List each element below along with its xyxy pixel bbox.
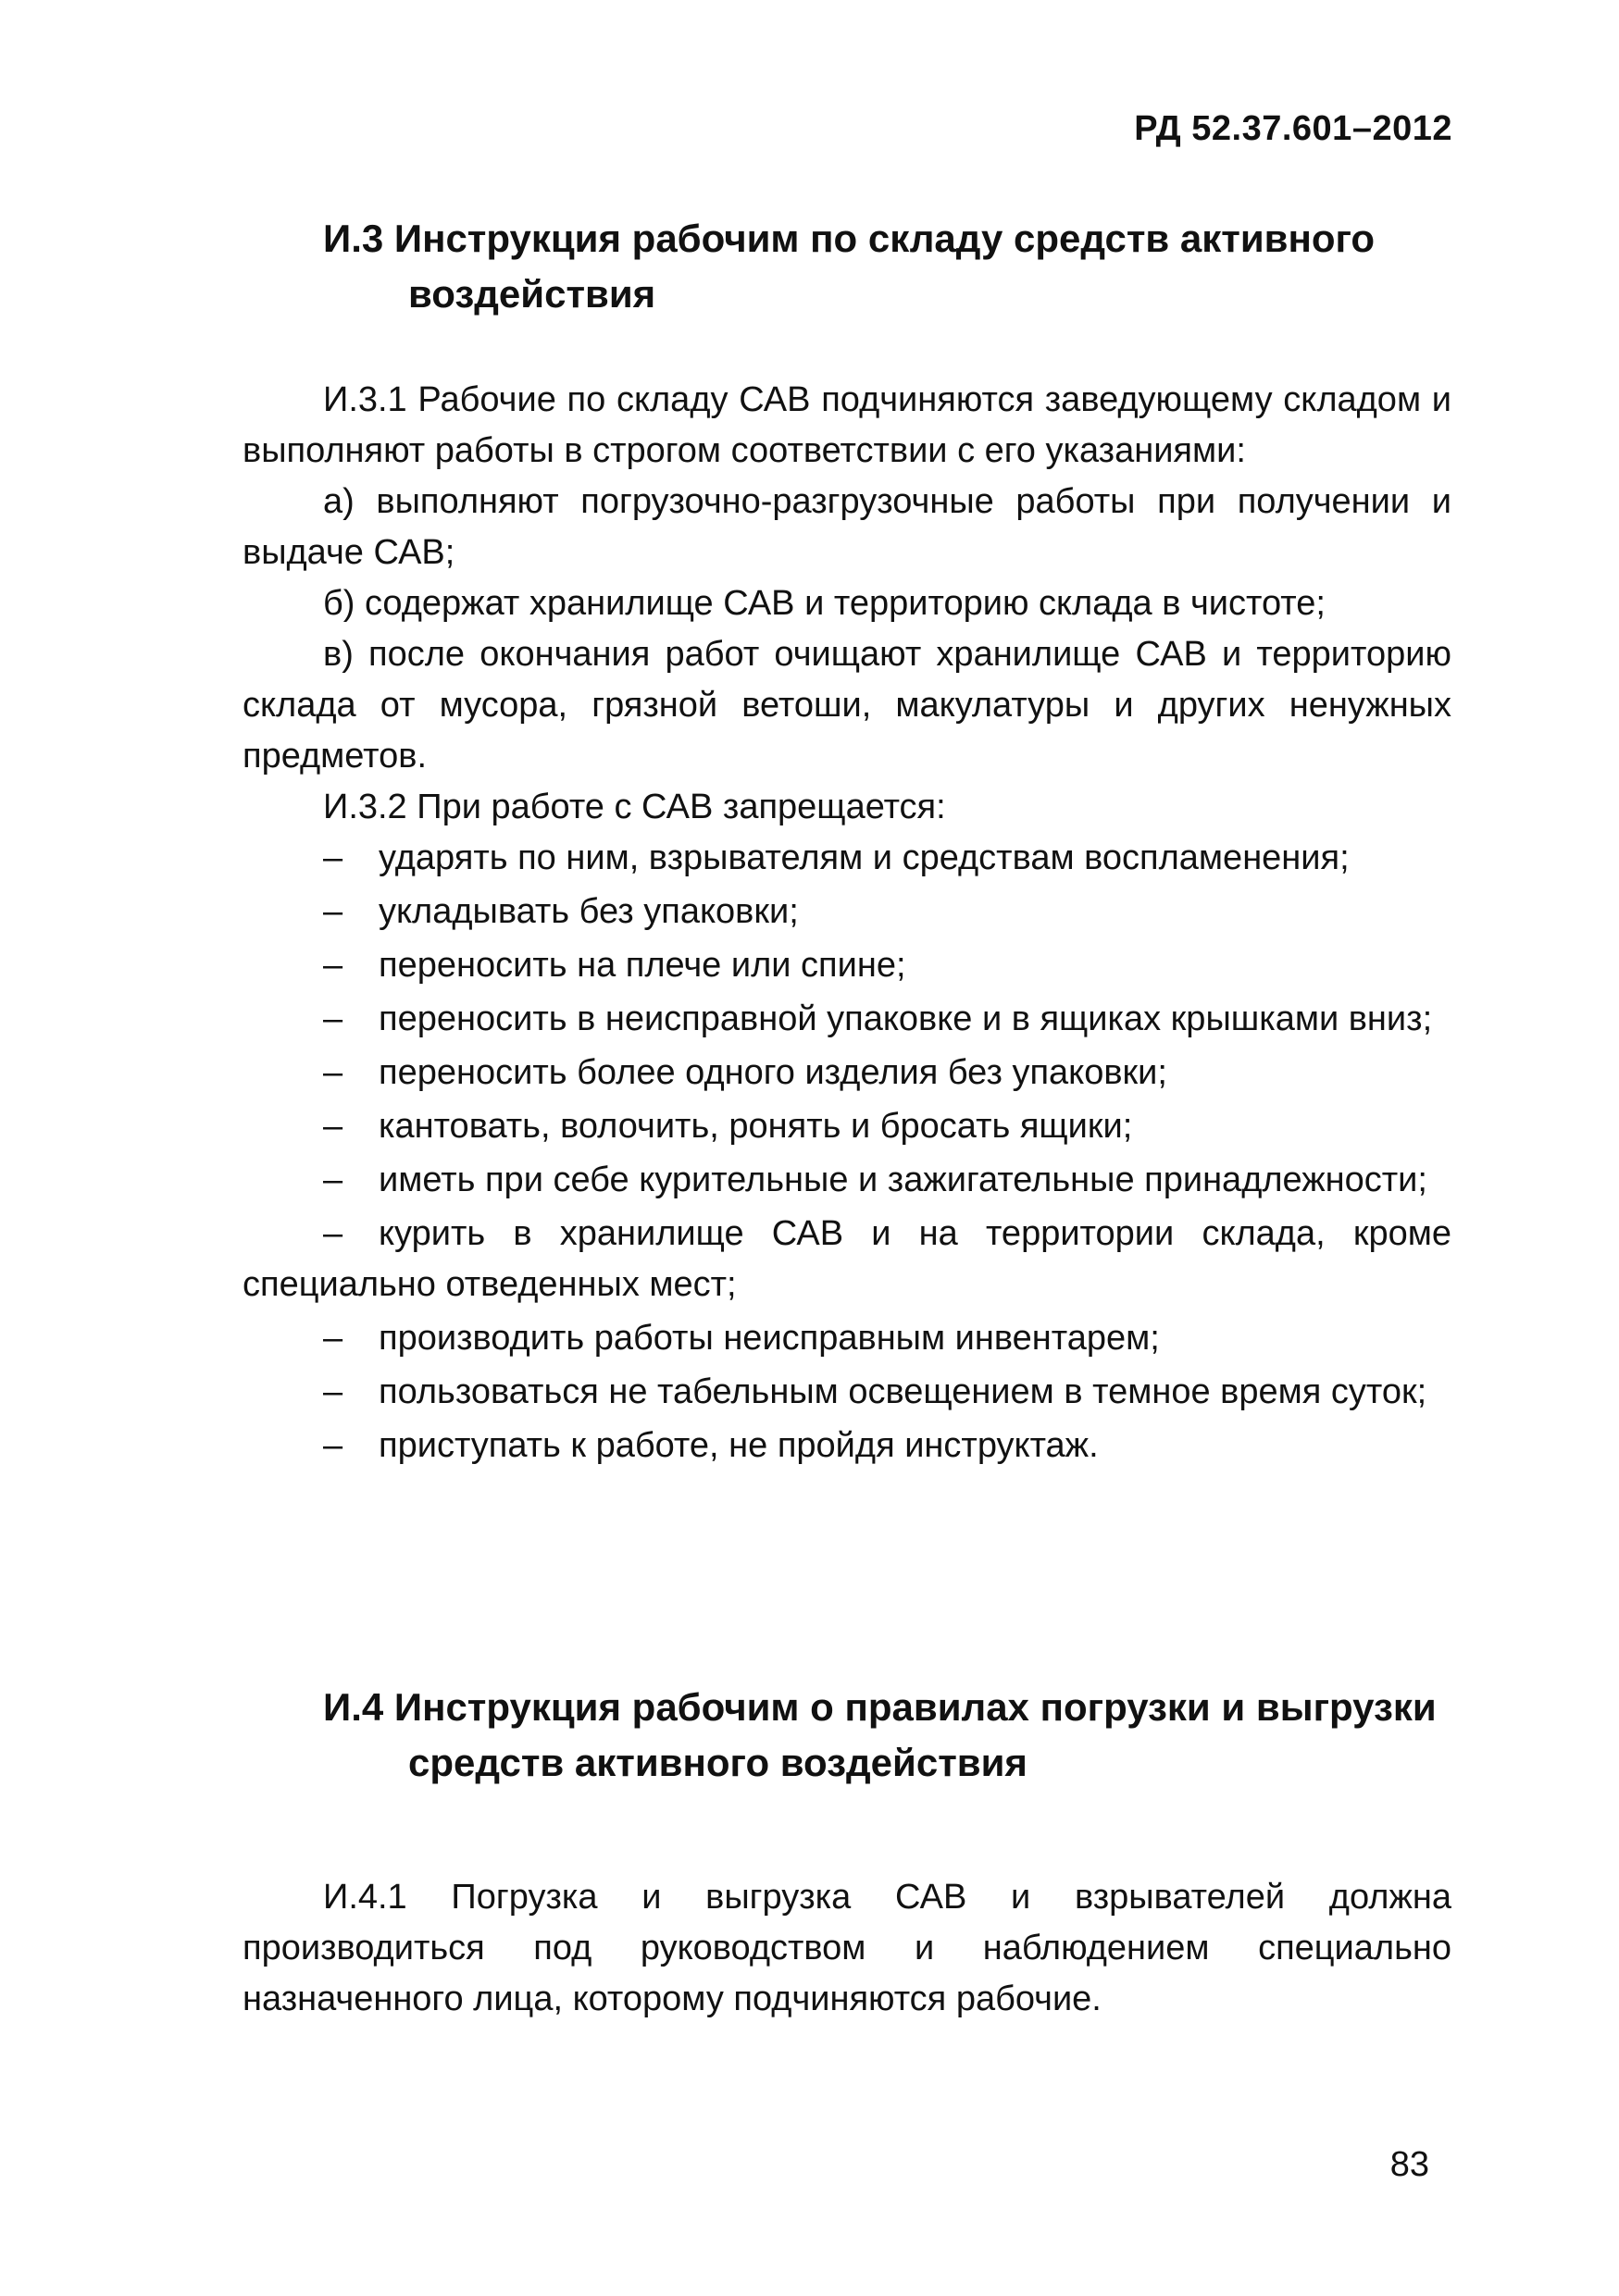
prohibited-item <box>243 833 1451 884</box>
dash-marker: – <box>323 1053 343 1092</box>
section-title-i3 <box>323 211 1471 322</box>
paragraph-i3-1: И.3.1 Рабочие по складу САВ подчиняются заведующему складом и выполняют работы в строгом соответствии с его указаниями: <box>243 380 1451 470</box>
section-title-i3-line1: И.3 Инструкция рабочим по складу средств активного <box>323 217 1376 260</box>
prohibited-item <box>243 1313 1451 1364</box>
dash-marker: – <box>323 838 343 877</box>
prohibited-item-text: иметь при себе курительные и зажигательные принадлежности; <box>379 1160 1427 1199</box>
prohibited-item-text: переносить в неисправной упаковке и в ящиках крышками вниз; <box>379 999 1433 1038</box>
prohibited-item <box>243 1101 1451 1152</box>
prohibited-item <box>243 994 1451 1045</box>
prohibited-item <box>243 1155 1451 1206</box>
dash-marker: – <box>323 946 343 985</box>
prohibited-item-text: переносить более одного изделия без упаковки; <box>379 1053 1167 1092</box>
section-i3-body <box>243 375 1451 1474</box>
dash-marker: – <box>323 1426 343 1465</box>
prohibited-item <box>243 887 1451 937</box>
list-item-a: а) выполняют погрузочно-разгрузочные работы при получении и выдаче САВ; <box>243 482 1451 572</box>
list-item-b: б) содержат хранилище САВ и территорию склада в чистоте; <box>323 584 1326 623</box>
prohibited-item <box>243 1209 1451 1310</box>
prohibited-item-text: пользоваться не табельным освещением в темное время суток; <box>379 1372 1427 1411</box>
prohibited-item-text: курить в хранилище САВ и на территории склада, кроме специально отведенных мест; <box>243 1214 1451 1304</box>
page-number: 83 <box>1389 2145 1429 2184</box>
prohibited-item-text: производить работы неисправным инвентарем; <box>379 1319 1160 1358</box>
prohibited-item-text: переносить на плече или спине; <box>379 946 906 985</box>
dash-marker: – <box>323 1160 343 1199</box>
prohibited-item <box>243 1421 1451 1471</box>
prohibited-item-text: кантовать, волочить, ронять и бросать ящики; <box>379 1107 1133 1146</box>
prohibited-item-text: ударять по ним, взрывателям и средствам воспламенения; <box>379 838 1350 877</box>
list-item-v: в) после окончания работ очищают хранилище САВ и территорию склада от мусора, грязной ветоши, макулатуры и других ненужных предметов. <box>243 635 1451 776</box>
section-title-i4 <box>323 1680 1471 1791</box>
document-code: РД 52.37.601–2012 <box>1134 109 1452 148</box>
prohibited-item <box>243 940 1451 991</box>
dash-marker: – <box>323 1372 343 1411</box>
dash-marker: – <box>323 999 343 1038</box>
prohibited-item <box>243 1367 1451 1418</box>
section-title-i4-line1: И.4 Инструкция рабочим о правилах погрузки и выгрузки <box>323 1685 1437 1729</box>
section-title-i4-line2: средств активного воздействия <box>408 1741 1027 1784</box>
dash-marker: – <box>323 1107 343 1146</box>
paragraph-i3-2: И.3.2 При работе с САВ запрещается: <box>323 788 946 826</box>
dash-marker: – <box>323 892 343 931</box>
prohibited-item-text: приступать к работе, не пройдя инструктаж. <box>379 1426 1099 1465</box>
dash-marker: – <box>323 1319 343 1358</box>
prohibited-item-text: укладывать без упаковки; <box>379 892 799 931</box>
section-title-i3-line2: воздействия <box>408 272 656 316</box>
section-i4-body <box>243 1872 1451 2025</box>
paragraph-i4-1: И.4.1 Погрузка и выгрузка САВ и взрывателей должна производиться под руководством и наблюдением специально назначенного лица, которому подчиняются рабочие. <box>243 1878 1451 2018</box>
dash-marker: – <box>323 1214 343 1253</box>
prohibited-item <box>243 1048 1451 1098</box>
